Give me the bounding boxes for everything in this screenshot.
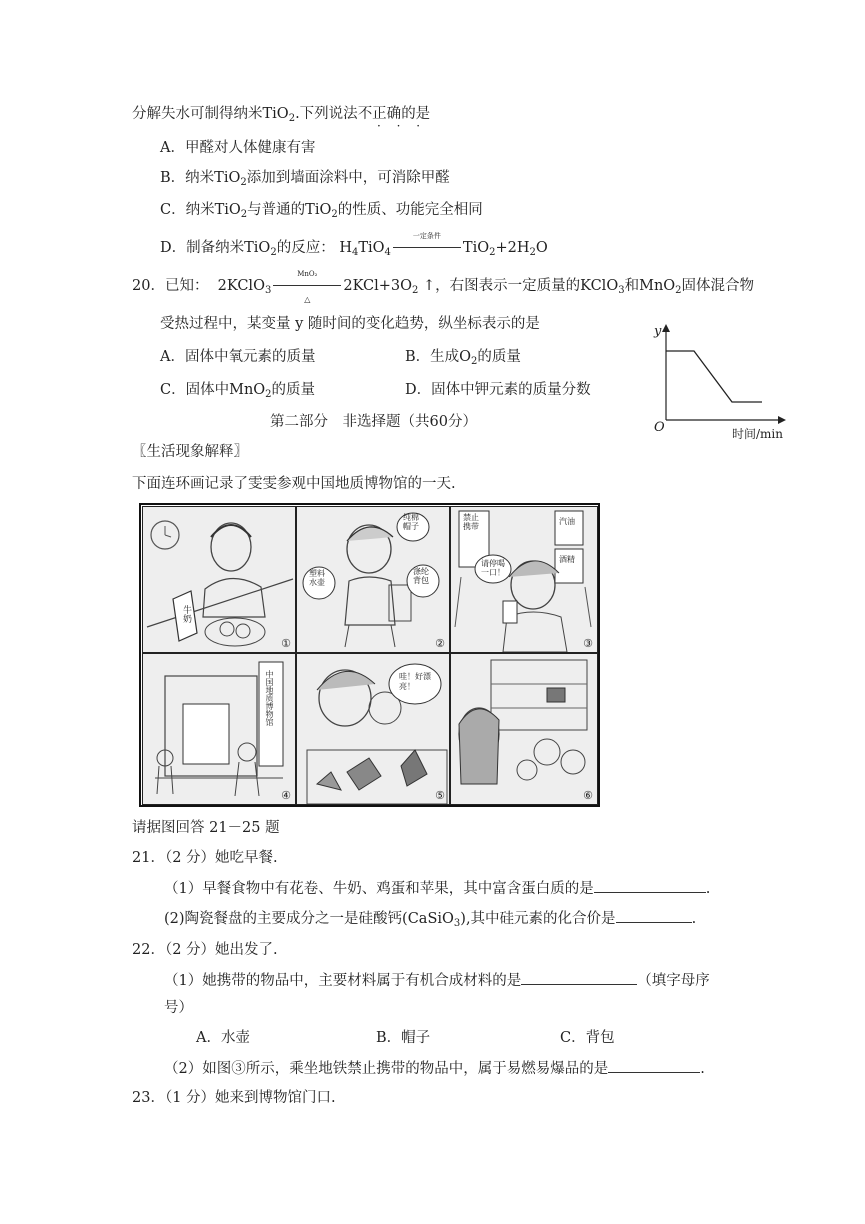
answer-blank[interactable] <box>594 878 706 893</box>
q22-option-c: C．背包 <box>560 1030 615 1046</box>
q21-part2: (2)陶瓷餐盘的主要成分之一是硅酸钙(CaSiO$_3$),其中硅元素的化合价是 . <box>164 908 696 929</box>
q22-part1-tail: 号） <box>164 1000 193 1016</box>
condition-arrow: 一定条件 <box>393 238 461 258</box>
panel-number: ④ <box>281 789 291 802</box>
section-heading: 〖生活现象解释〗 <box>132 444 248 460</box>
q19-option-d: D．制备纳米TiO$_2$的反应： $H_4TiO_4$ 一定条件 $TiO_2+2H_2O$ <box>160 232 548 258</box>
comic-panel-4 <box>142 653 296 805</box>
answer-blank[interactable] <box>608 1058 700 1073</box>
emphasis-dots: 不正确 <box>357 106 402 122</box>
q21-heading: 21．（2 分）她吃早餐. <box>132 850 278 866</box>
answer-prompt: 请据图回答 21－25 题 <box>132 820 280 836</box>
graph-y-label: y <box>654 324 662 339</box>
q19-option-b: B．纳米TiO$_2$添加到墙面涂料中，可消除甲醛 <box>160 170 450 188</box>
comic-panel-1 <box>142 506 296 653</box>
q22-part2: （2）如图③所示，乘坐地铁禁止携带的物品中，属于易燃易爆品的是 . <box>164 1058 705 1079</box>
answer-blank[interactable] <box>521 970 637 985</box>
alcohol-label: 酒精 <box>559 555 575 564</box>
bubble-backpack: 涤纶背包 <box>413 567 429 585</box>
trend-line <box>666 351 762 402</box>
prohibited-sign: 禁止携带 <box>463 513 479 531</box>
graph-origin-label: O <box>654 420 665 435</box>
q20-graph <box>652 320 787 442</box>
panel-number: ① <box>281 637 291 650</box>
q20-option-d: D．固体中钾元素的质量分数 <box>405 382 591 398</box>
bubble-wow: 哇！好漂亮！ <box>399 672 431 691</box>
q20-option-a: A．固体中氧元素的质量 <box>160 349 316 365</box>
museum-sign: 中国地质博物馆 <box>265 670 274 726</box>
q19-stem: 分解失水可制得纳米TiO$_2$.下列说法不正确的是 <box>132 106 431 124</box>
catalyst-arrow: MnO₂ △ <box>273 276 341 296</box>
gasoline-label: 汽油 <box>559 517 575 526</box>
comic-strip <box>139 503 600 807</box>
q20-option-b: B．生成$O_2$的质量 <box>405 349 521 367</box>
q21-part1: （1）早餐食物中有花卷、牛奶、鸡蛋和苹果，其中富含蛋白质的是 . <box>164 878 710 899</box>
comic-intro: 下面连环画记录了雯雯参观中国地质博物馆的一天. <box>132 476 456 492</box>
y-axis-arrow <box>662 324 670 332</box>
answer-blank[interactable] <box>616 908 692 923</box>
panel-number: ② <box>435 637 445 650</box>
panel-number: ⑤ <box>435 789 445 802</box>
q22-heading: 22．（2 分）她出发了. <box>132 942 278 958</box>
q19-option-c: C．纳米TiO$_2$与普通的TiO$_2$的性质、功能完全相同 <box>160 202 483 220</box>
comic-panel-2 <box>296 506 450 653</box>
bubble-drink: 请停喝一口！ <box>481 559 505 577</box>
q23-heading: 23．（1 分）她来到博物馆门口. <box>132 1090 336 1106</box>
q22-option-b: B．帽子 <box>376 1030 431 1046</box>
comic-panel-6 <box>450 653 598 805</box>
bubble-hat: 纯棉帽子 <box>403 513 419 531</box>
q20-option-c: C．固体中MnO$_2$的质量 <box>160 382 316 400</box>
x-axis-arrow <box>778 416 786 424</box>
part2-heading: 第二部分 非选择题（共60分） <box>270 414 477 430</box>
q19-option-a: A．甲醛对人体健康有害 <box>160 140 316 156</box>
bubble-kettle: 塑料水壶 <box>309 569 325 587</box>
q22-option-a: A．水壶 <box>196 1030 250 1046</box>
q20-stem: 20．已知： 2KClO$_3$ MnO₂ △ $2KCl+3O_2$ ↑，右图表示一定质量的KClO$_3$和MnO$_2$固体混合物 <box>132 270 755 304</box>
q22-part1: （1）她携带的物品中，主要材料属于有机合成材料的是 （填字母序 <box>164 970 710 991</box>
panel-number: ③ <box>583 637 593 650</box>
milk-carton-label: 牛奶 <box>181 605 191 623</box>
reaction-equation: $H_4TiO_4$ 一定条件 $TiO_2+2H_2O$ <box>339 232 548 258</box>
q20-stem-line2: 受热过程中，某变量 y 随时间的变化趋势，纵坐标表示的是 <box>160 316 540 332</box>
emphasis-dot-marks: · · · <box>377 119 427 133</box>
graph-x-label: 时间/min <box>732 427 783 441</box>
comic-panel-3 <box>450 506 598 653</box>
comic-panel-5 <box>296 653 450 805</box>
panel-number: ⑥ <box>583 789 593 802</box>
